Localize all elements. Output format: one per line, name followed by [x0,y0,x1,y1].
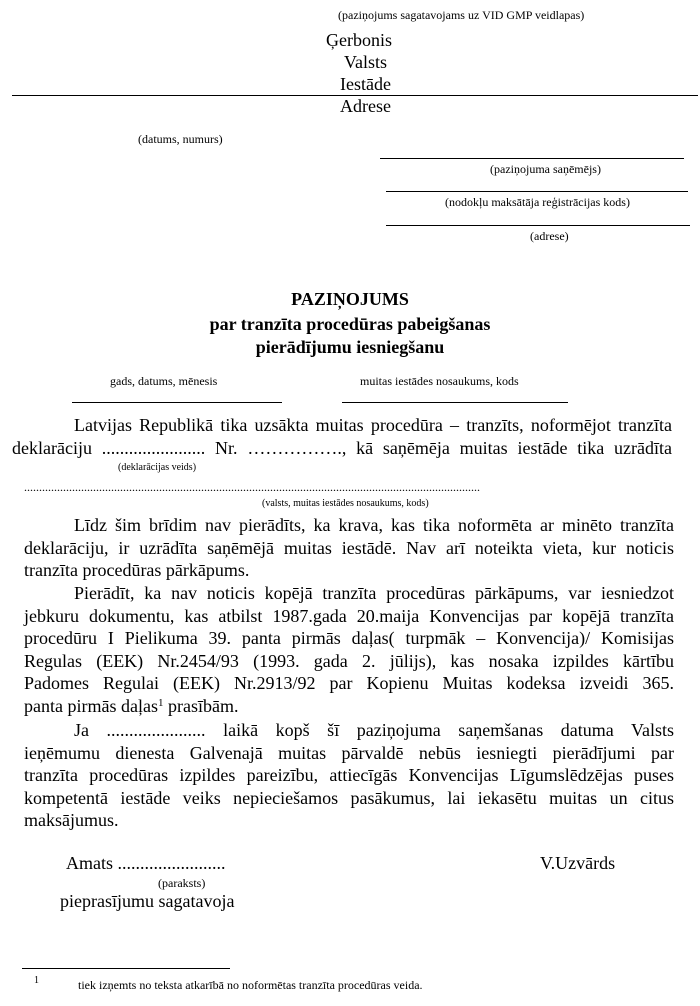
p2-line-2: deklarāciju, ir uzrādīta saņēmējā muitas iestādē. Nav arī noteikta vieta, kur noticis [24,537,674,558]
address-label: Adrese [340,96,391,116]
p4-line-5: maksājumus. [24,810,119,831]
date-field-caption: gads, datums, mēnesis [110,374,218,388]
footnote-text: tiek izņemts no teksta atkarībā no noformētas tranzīta procedūras veida. [78,978,423,992]
address-line [386,225,690,226]
p4-line-4: kompetentā iestāde veiks nepieciešamos pasākumus, lai iekasētu muitas un citus [24,787,674,808]
p3-line-1: Pierādīt, ka nav noticis kopējā tranzīta procedūras pārkāpums, var iesniedzot [74,583,674,603]
recipient-caption: (paziņojuma saņēmējs) [490,162,601,176]
paragraph-1 [12,414,672,459]
footnote-ref: 1 [157,696,164,709]
p2-line-1: Līdz šim brīdim nav pierādīts, ka krava, kas tika noformēta ar minēto tranzīta [74,515,674,535]
p3-line-3: procedūru I Pielikuma 39. panta pirmās daļas( turpmāk – Konvencija)/ Komisijas [24,628,674,649]
coat-of-arms-label: Ģerbonis [326,30,392,50]
p1-line-2: deklarāciju ....................... Nr. ……………., kā saņēmēja muitas iestāde tika uzrādīta [12,437,672,458]
office-field-line [342,402,568,403]
document-subtitle-1: par tranzīta procedūras pabeigšanas [209,314,491,334]
tax-code-caption: (nodokļu maksātāja reģistrācijas kods) [445,195,630,209]
p3-line-6-text: panta pirmās daļas [24,695,158,716]
date-number-caption: (datums, numurs) [138,132,223,146]
office-dotted-line: ........................................................................................................................................................ [24,480,480,494]
p4-line-2: ieņēmumu dienesta Galvenajā muitas pārvaldē nebūs iesniegti pierādījumi par [24,742,674,763]
document-title: PAZIŅOJUMS [291,289,409,309]
p3-line-6-end: prasībām. [163,695,239,716]
office-caption: (valsts, muitas iestādes nosaukums, kods) [262,498,429,509]
p3-line-5: Padomes Regulai (EEK) Nr.2913/92 par Kopienu Muitas kodeksa izveidi 365. [24,673,674,694]
footnote-mark: 1 [34,975,39,986]
institution-label: Iestāde [340,74,391,94]
prepared-by-label: pieprasījumu sagatavoja [60,891,235,911]
p1-line-1: Latvijas Republikā tika uzsākta muitas procedūra – tranzīts, noformējot tranzīta [74,415,672,435]
form-note: (paziņojums sagatavojams uz VID GMP veidlapas) [338,8,585,22]
p3-line-4: Regulas (EEK) Nr.2454/93 (1993. gada 2. jūlijs), kas nosaka izpildes kārtību [24,650,674,671]
tax-code-line [386,191,688,192]
office-field-caption: muitas iestādes nosaukums, kods [360,374,519,388]
signature-caption: (paraksts) [158,876,206,890]
p4-line-3: tranzīta procedūras izpildes pareizību, attiecīgās Konvencijas Līgumslēdzējas puses [24,765,674,786]
p4-line-1: Ja ...................... laikā kopš šī paziņojuma saņemšanas datuma Valsts [74,720,674,740]
signer-name: V.Uzvārds [540,853,616,873]
p2-line-3: tranzīta procedūras pārkāpums. [24,560,250,581]
paragraph-3 [24,582,674,718]
footnote-separator [22,968,230,969]
state-label: Valsts [344,52,388,72]
recipient-line [380,158,684,159]
date-field-line [72,402,282,403]
p3-line-2: jebkuru dokumentu, kas atbilst 1987.gada 20.maija Konvencijas par kopējā tranzīta [24,605,674,626]
document-subtitle-2: pierādījumu iesniegšanu [255,337,445,357]
paragraph-4 [24,719,674,832]
position-field: Amats ........................ [66,853,226,873]
address-caption: (adrese) [530,229,569,243]
p3-line-6 [24,695,674,718]
declaration-type-caption: (deklarācijas veids) [118,462,197,473]
paragraph-2 [24,514,674,582]
